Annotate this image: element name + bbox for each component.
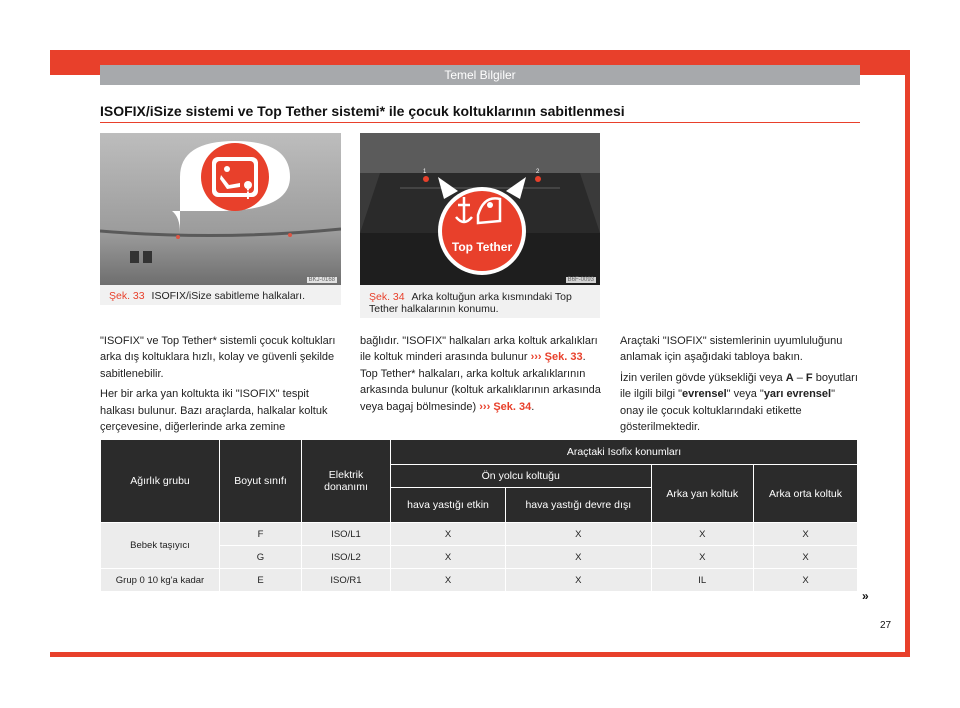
cell-fixture: ISO/L1 [302, 523, 391, 546]
text: – [796, 371, 803, 384]
table-row [101, 569, 858, 592]
table-row [101, 523, 858, 546]
figure-number: Şek. 33 [109, 290, 145, 302]
text: " veya " [726, 388, 764, 401]
emphasis: evrensel [681, 388, 727, 401]
figure-34 [360, 133, 600, 318]
cell-fixture: ISO/L2 [302, 546, 391, 569]
isofix-compatibility-table [100, 439, 858, 592]
paragraph [360, 333, 602, 415]
figure-caption-text: ISOFIX/iSize sabitleme halkaları. [151, 290, 306, 302]
figure-caption [369, 291, 593, 315]
figure-code: BKJ-0168 [308, 277, 335, 283]
text: . Top Tether* halkaları, arka koltuk arkalıklarının arkasında bulunur (koltuk arkalıklarının arkasında veya bagaj bölmesinde) [360, 351, 601, 413]
header-rear-side: Arka yan koltuk [651, 465, 753, 523]
cell-rear-side: IL [651, 569, 753, 592]
header-airbag-off: hava yastığı devre dışı [506, 488, 651, 523]
header-front-passenger: Ön yolcu koltuğu [391, 465, 652, 488]
cell-airbag-on: X [391, 546, 506, 569]
svg-text:i: i [246, 186, 250, 202]
paragraph [620, 370, 858, 436]
cell-airbag-on: X [391, 523, 506, 546]
cell-rear-center: X [754, 569, 858, 592]
header-airbag-on: hava yastığı etkin [391, 488, 506, 523]
cell-fixture: ISO/R1 [302, 569, 391, 592]
header-size-class: Boyut sınıfı [220, 440, 302, 523]
arrow-icon: ››› [530, 351, 542, 364]
figure-reference-link[interactable]: Şek. 33 [544, 351, 583, 364]
continue-marker: » [862, 589, 869, 603]
emphasis: yarı evrensel [763, 388, 832, 401]
svg-text:2: 2 [536, 169, 540, 175]
arrow-icon: ››› [479, 400, 491, 413]
paragraph: Araçtaki "ISOFIX" sistemlerinin uyumluluğunu anlamak için aşağıdaki tabloya bakın. [620, 335, 843, 364]
text: boyutları ile ilgili bilgi " [620, 371, 858, 401]
cell-airbag-off: X [506, 546, 651, 569]
header-weight-group: Ağırlık grubu [101, 440, 220, 523]
header-fixture: Elektrik donanımı [302, 440, 391, 523]
cell-airbag-on: X [391, 569, 506, 592]
text: bağlıdır. "ISOFIX" halkaları arka koltuk arkalıkları ile koltuk minderi arasında bulunur [360, 335, 598, 364]
figure-reference-link[interactable]: Şek. 34 [493, 400, 532, 413]
size-letter: F [805, 371, 813, 384]
text: " onay ile çocuk koltuklarındaki etikette gösterilmektedir. [620, 388, 835, 434]
cell-size: G [220, 546, 302, 569]
cell-weight-group: Bebek taşıyıcı [101, 523, 220, 569]
cell-rear-side: X [651, 546, 753, 569]
text-column-3 [620, 333, 858, 439]
header-isofix-positions: Araçtaki Isofix konumları [391, 440, 858, 465]
cell-rear-center: X [754, 523, 858, 546]
text-column-1 [100, 333, 340, 439]
cell-rear-center: X [754, 546, 858, 569]
paragraph: "ISOFIX" ve Top Tether* sistemli çocuk koltukları arka dış koltuklara hızlı, kolay ve güvenli şekilde sabitlenebilir. [100, 335, 336, 380]
figure-number: Şek. 34 [369, 291, 405, 303]
top-tether-photo [360, 133, 600, 285]
text-column-2 [360, 333, 602, 419]
figure-caption-text: Arka koltuğun arka kısmındaki Top Tether halkalarının konumu. [369, 291, 572, 315]
cell-size: F [220, 523, 302, 546]
svg-text:1: 1 [423, 169, 427, 175]
cell-size: E [220, 569, 302, 592]
cell-weight-group: Grup 0 10 kg'a kadar [101, 569, 220, 592]
top-tether-badge-label: Top Tether [451, 240, 513, 254]
section-header: Temel Bilgiler [100, 65, 860, 85]
figure-33 [100, 133, 341, 305]
figure-caption [109, 290, 305, 302]
header-rear-center: Arka orta koltuk [754, 465, 858, 523]
cell-airbag-off: X [506, 523, 651, 546]
isofix-photo [100, 133, 341, 285]
text: . [531, 400, 535, 413]
paragraph: Her bir arka yan koltukta iki "ISOFIX" tespit halkası bulunur. Bazı araçlarda, halkalar koltuk çerçevesine, diğerlerinde arka zemine [100, 388, 328, 434]
page-number: 27 [880, 620, 892, 631]
text: İzin verilen gövde yüksekliği veya [620, 371, 783, 384]
cell-airbag-off: X [506, 569, 651, 592]
cell-rear-side: X [651, 523, 753, 546]
figure-code: B6F-0093 [567, 277, 594, 283]
top-tether-badge-icon [438, 177, 526, 275]
page-title: ISOFIX/iSize sistemi ve Top Tether sistemi* ile çocuk koltuklarının sabitlenmesi [100, 103, 625, 119]
size-letter: A [785, 371, 794, 384]
title-divider [100, 122, 860, 123]
